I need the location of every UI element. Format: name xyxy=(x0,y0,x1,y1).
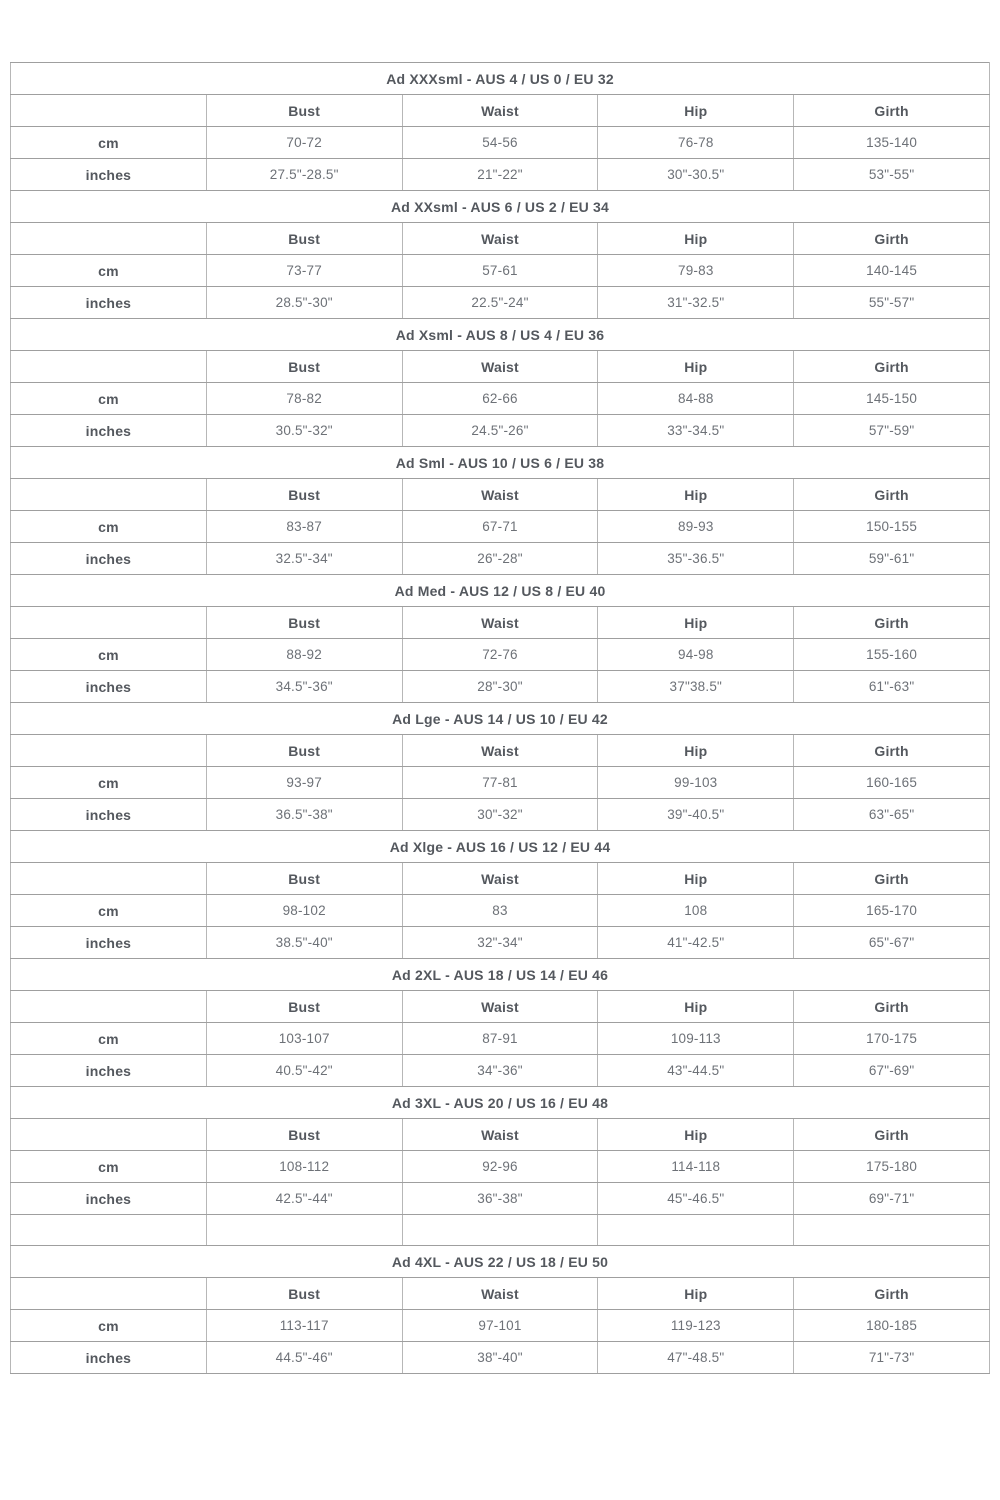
column-header-row xyxy=(11,95,990,127)
section-title: Ad Sml - AUS 10 / US 6 / EU 38 xyxy=(11,447,990,479)
column-header-girth: Girth xyxy=(794,1278,990,1310)
cm-value-hip: 114-118 xyxy=(598,1151,794,1183)
inches-value-girth: 61"-63" xyxy=(794,671,990,703)
column-header-waist: Waist xyxy=(402,1278,598,1310)
column-header-girth: Girth xyxy=(794,991,990,1023)
cm-value-girth: 145-150 xyxy=(794,383,990,415)
column-header-bust: Bust xyxy=(206,223,402,255)
column-header-hip: Hip xyxy=(598,479,794,511)
corner-cell xyxy=(11,1119,207,1151)
spacer-cell xyxy=(11,1215,207,1246)
inches-value-waist: 38"-40" xyxy=(402,1342,598,1374)
row-label-cm: cm xyxy=(11,1023,207,1055)
section-title-row xyxy=(11,703,990,735)
inches-value-bust: 32.5"-34" xyxy=(206,543,402,575)
corner-cell xyxy=(11,735,207,767)
section-title: Ad Lge - AUS 14 / US 10 / EU 42 xyxy=(11,703,990,735)
column-header-row xyxy=(11,607,990,639)
row-label-cm: cm xyxy=(11,127,207,159)
column-header-waist: Waist xyxy=(402,991,598,1023)
spacer-cell xyxy=(598,1215,794,1246)
cm-value-hip: 99-103 xyxy=(598,767,794,799)
inches-value-bust: 36.5"-38" xyxy=(206,799,402,831)
section-title-row xyxy=(11,319,990,351)
section-title: Ad XXXsml - AUS 4 / US 0 / EU 32 xyxy=(11,63,990,95)
size-section xyxy=(10,1245,990,1374)
cm-row xyxy=(11,1023,990,1055)
inches-value-hip: 30"-30.5" xyxy=(598,159,794,191)
row-label-cm: cm xyxy=(11,511,207,543)
inches-row xyxy=(11,543,990,575)
corner-cell xyxy=(11,95,207,127)
cm-value-girth: 150-155 xyxy=(794,511,990,543)
inches-row xyxy=(11,1183,990,1215)
row-label-inches: inches xyxy=(11,927,207,959)
row-label-cm: cm xyxy=(11,767,207,799)
spacer-cell xyxy=(402,1215,598,1246)
inches-row xyxy=(11,671,990,703)
column-header-girth: Girth xyxy=(794,95,990,127)
column-header-bust: Bust xyxy=(206,1119,402,1151)
cm-value-girth: 165-170 xyxy=(794,895,990,927)
row-label-inches: inches xyxy=(11,671,207,703)
column-header-waist: Waist xyxy=(402,223,598,255)
column-header-row xyxy=(11,991,990,1023)
inches-value-girth: 63"-65" xyxy=(794,799,990,831)
cm-value-girth: 135-140 xyxy=(794,127,990,159)
section-title: Ad 2XL - AUS 18 / US 14 / EU 46 xyxy=(11,959,990,991)
section-title-row xyxy=(11,959,990,991)
column-header-hip: Hip xyxy=(598,991,794,1023)
inches-row xyxy=(11,159,990,191)
column-header-row xyxy=(11,1278,990,1310)
inches-value-bust: 38.5"-40" xyxy=(206,927,402,959)
cm-row xyxy=(11,895,990,927)
inches-value-hip: 43"-44.5" xyxy=(598,1055,794,1087)
inches-value-bust: 34.5"-36" xyxy=(206,671,402,703)
cm-value-bust: 108-112 xyxy=(206,1151,402,1183)
cm-value-waist: 87-91 xyxy=(402,1023,598,1055)
inches-value-hip: 33"-34.5" xyxy=(598,415,794,447)
row-label-cm: cm xyxy=(11,895,207,927)
cm-value-bust: 78-82 xyxy=(206,383,402,415)
spacer-row xyxy=(11,1215,990,1246)
inches-value-girth: 67"-69" xyxy=(794,1055,990,1087)
corner-cell xyxy=(11,351,207,383)
cm-row xyxy=(11,767,990,799)
row-label-inches: inches xyxy=(11,1055,207,1087)
cm-value-bust: 103-107 xyxy=(206,1023,402,1055)
size-section xyxy=(10,62,990,191)
inches-value-waist: 28"-30" xyxy=(402,671,598,703)
column-header-hip: Hip xyxy=(598,1278,794,1310)
column-header-row xyxy=(11,863,990,895)
cm-value-girth: 170-175 xyxy=(794,1023,990,1055)
column-header-row xyxy=(11,1119,990,1151)
column-header-bust: Bust xyxy=(206,95,402,127)
row-label-inches: inches xyxy=(11,1183,207,1215)
cm-value-waist: 92-96 xyxy=(402,1151,598,1183)
inches-row xyxy=(11,1055,990,1087)
column-header-waist: Waist xyxy=(402,735,598,767)
column-header-hip: Hip xyxy=(598,735,794,767)
size-section xyxy=(10,446,990,575)
row-label-cm: cm xyxy=(11,255,207,287)
inches-value-hip: 39"-40.5" xyxy=(598,799,794,831)
section-title-row xyxy=(11,575,990,607)
column-header-bust: Bust xyxy=(206,991,402,1023)
inches-value-girth: 57"-59" xyxy=(794,415,990,447)
section-title-row xyxy=(11,447,990,479)
column-header-hip: Hip xyxy=(598,863,794,895)
inches-row xyxy=(11,415,990,447)
row-label-inches: inches xyxy=(11,287,207,319)
cm-value-waist: 54-56 xyxy=(402,127,598,159)
cm-value-waist: 67-71 xyxy=(402,511,598,543)
corner-cell xyxy=(11,1278,207,1310)
row-label-cm: cm xyxy=(11,1151,207,1183)
inches-value-hip: 31"-32.5" xyxy=(598,287,794,319)
column-header-waist: Waist xyxy=(402,1119,598,1151)
cm-value-bust: 88-92 xyxy=(206,639,402,671)
column-header-hip: Hip xyxy=(598,1119,794,1151)
column-header-bust: Bust xyxy=(206,351,402,383)
inches-value-hip: 35"-36.5" xyxy=(598,543,794,575)
column-header-waist: Waist xyxy=(402,607,598,639)
cm-value-girth: 140-145 xyxy=(794,255,990,287)
spacer-cell xyxy=(206,1215,402,1246)
inches-value-hip: 41"-42.5" xyxy=(598,927,794,959)
cm-row xyxy=(11,127,990,159)
inches-value-waist: 22.5"-24" xyxy=(402,287,598,319)
cm-value-waist: 57-61 xyxy=(402,255,598,287)
size-section xyxy=(10,190,990,319)
section-title-row xyxy=(11,63,990,95)
cm-value-waist: 62-66 xyxy=(402,383,598,415)
column-header-row xyxy=(11,479,990,511)
column-header-girth: Girth xyxy=(794,351,990,383)
cm-row xyxy=(11,1151,990,1183)
size-chart-table xyxy=(10,62,990,1374)
cm-value-girth: 180-185 xyxy=(794,1310,990,1342)
column-header-bust: Bust xyxy=(206,735,402,767)
cm-value-waist: 77-81 xyxy=(402,767,598,799)
row-label-cm: cm xyxy=(11,383,207,415)
section-title-row xyxy=(11,191,990,223)
section-title: Ad Med - AUS 12 / US 8 / EU 40 xyxy=(11,575,990,607)
inches-value-waist: 24.5"-26" xyxy=(402,415,598,447)
inches-value-bust: 30.5"-32" xyxy=(206,415,402,447)
column-header-bust: Bust xyxy=(206,1278,402,1310)
inches-value-hip: 45"-46.5" xyxy=(598,1183,794,1215)
column-header-waist: Waist xyxy=(402,863,598,895)
inches-value-girth: 69"-71" xyxy=(794,1183,990,1215)
section-title: Ad 3XL - AUS 20 / US 16 / EU 48 xyxy=(11,1087,990,1119)
cm-value-hip: 94-98 xyxy=(598,639,794,671)
section-title-row xyxy=(11,1246,990,1278)
corner-cell xyxy=(11,479,207,511)
cm-row xyxy=(11,383,990,415)
size-section xyxy=(10,702,990,831)
inches-value-bust: 42.5"-44" xyxy=(206,1183,402,1215)
section-title: Ad XXsml - AUS 6 / US 2 / EU 34 xyxy=(11,191,990,223)
cm-row xyxy=(11,639,990,671)
row-label-inches: inches xyxy=(11,159,207,191)
cm-value-bust: 93-97 xyxy=(206,767,402,799)
section-title: Ad 4XL - AUS 22 / US 18 / EU 50 xyxy=(11,1246,990,1278)
cm-value-bust: 70-72 xyxy=(206,127,402,159)
section-title: Ad Xsml - AUS 8 / US 4 / EU 36 xyxy=(11,319,990,351)
section-title-row xyxy=(11,1087,990,1119)
column-header-hip: Hip xyxy=(598,351,794,383)
inches-value-bust: 28.5"-30" xyxy=(206,287,402,319)
cm-row xyxy=(11,255,990,287)
inches-value-waist: 32"-34" xyxy=(402,927,598,959)
cm-value-hip: 89-93 xyxy=(598,511,794,543)
column-header-girth: Girth xyxy=(794,223,990,255)
size-section xyxy=(10,318,990,447)
column-header-waist: Waist xyxy=(402,351,598,383)
cm-value-bust: 113-117 xyxy=(206,1310,402,1342)
spacer-cell xyxy=(794,1215,990,1246)
column-header-bust: Bust xyxy=(206,863,402,895)
size-section xyxy=(10,574,990,703)
row-label-cm: cm xyxy=(11,1310,207,1342)
inches-value-girth: 59"-61" xyxy=(794,543,990,575)
cm-value-hip: 119-123 xyxy=(598,1310,794,1342)
column-header-hip: Hip xyxy=(598,223,794,255)
inches-value-hip: 37"38.5" xyxy=(598,671,794,703)
size-section xyxy=(10,830,990,959)
cm-value-hip: 76-78 xyxy=(598,127,794,159)
column-header-bust: Bust xyxy=(206,607,402,639)
row-label-inches: inches xyxy=(11,543,207,575)
column-header-waist: Waist xyxy=(402,479,598,511)
column-header-bust: Bust xyxy=(206,479,402,511)
column-header-hip: Hip xyxy=(598,95,794,127)
cm-row xyxy=(11,511,990,543)
cm-value-hip: 109-113 xyxy=(598,1023,794,1055)
cm-row xyxy=(11,1310,990,1342)
inches-value-bust: 40.5"-42" xyxy=(206,1055,402,1087)
corner-cell xyxy=(11,991,207,1023)
row-label-inches: inches xyxy=(11,799,207,831)
cm-value-hip: 84-88 xyxy=(598,383,794,415)
column-header-row xyxy=(11,735,990,767)
row-label-cm: cm xyxy=(11,639,207,671)
inches-value-girth: 65"-67" xyxy=(794,927,990,959)
column-header-hip: Hip xyxy=(598,607,794,639)
cm-value-bust: 83-87 xyxy=(206,511,402,543)
inches-value-waist: 34"-36" xyxy=(402,1055,598,1087)
corner-cell xyxy=(11,223,207,255)
cm-value-bust: 73-77 xyxy=(206,255,402,287)
inches-value-waist: 36"-38" xyxy=(402,1183,598,1215)
column-header-row xyxy=(11,223,990,255)
cm-value-girth: 160-165 xyxy=(794,767,990,799)
inches-value-waist: 30"-32" xyxy=(402,799,598,831)
inches-value-bust: 44.5"-46" xyxy=(206,1342,402,1374)
size-section xyxy=(10,1086,990,1246)
corner-cell xyxy=(11,607,207,639)
cm-value-hip: 79-83 xyxy=(598,255,794,287)
column-header-girth: Girth xyxy=(794,607,990,639)
column-header-waist: Waist xyxy=(402,95,598,127)
corner-cell xyxy=(11,863,207,895)
inches-value-hip: 47"-48.5" xyxy=(598,1342,794,1374)
inches-row xyxy=(11,1342,990,1374)
cm-value-waist: 72-76 xyxy=(402,639,598,671)
column-header-row xyxy=(11,351,990,383)
inches-row xyxy=(11,927,990,959)
cm-value-girth: 175-180 xyxy=(794,1151,990,1183)
column-header-girth: Girth xyxy=(794,1119,990,1151)
column-header-girth: Girth xyxy=(794,479,990,511)
inches-row xyxy=(11,799,990,831)
inches-value-girth: 55"-57" xyxy=(794,287,990,319)
section-title: Ad Xlge - AUS 16 / US 12 / EU 44 xyxy=(11,831,990,863)
cm-value-hip: 108 xyxy=(598,895,794,927)
inches-row xyxy=(11,287,990,319)
inches-value-waist: 26"-28" xyxy=(402,543,598,575)
cm-value-bust: 98-102 xyxy=(206,895,402,927)
column-header-girth: Girth xyxy=(794,863,990,895)
column-header-girth: Girth xyxy=(794,735,990,767)
row-label-inches: inches xyxy=(11,1342,207,1374)
size-section xyxy=(10,958,990,1087)
inches-value-girth: 53"-55" xyxy=(794,159,990,191)
cm-value-waist: 97-101 xyxy=(402,1310,598,1342)
row-label-inches: inches xyxy=(11,415,207,447)
cm-value-girth: 155-160 xyxy=(794,639,990,671)
inches-value-girth: 71"-73" xyxy=(794,1342,990,1374)
inches-value-bust: 27.5"-28.5" xyxy=(206,159,402,191)
inches-value-waist: 21"-22" xyxy=(402,159,598,191)
cm-value-waist: 83 xyxy=(402,895,598,927)
section-title-row xyxy=(11,831,990,863)
